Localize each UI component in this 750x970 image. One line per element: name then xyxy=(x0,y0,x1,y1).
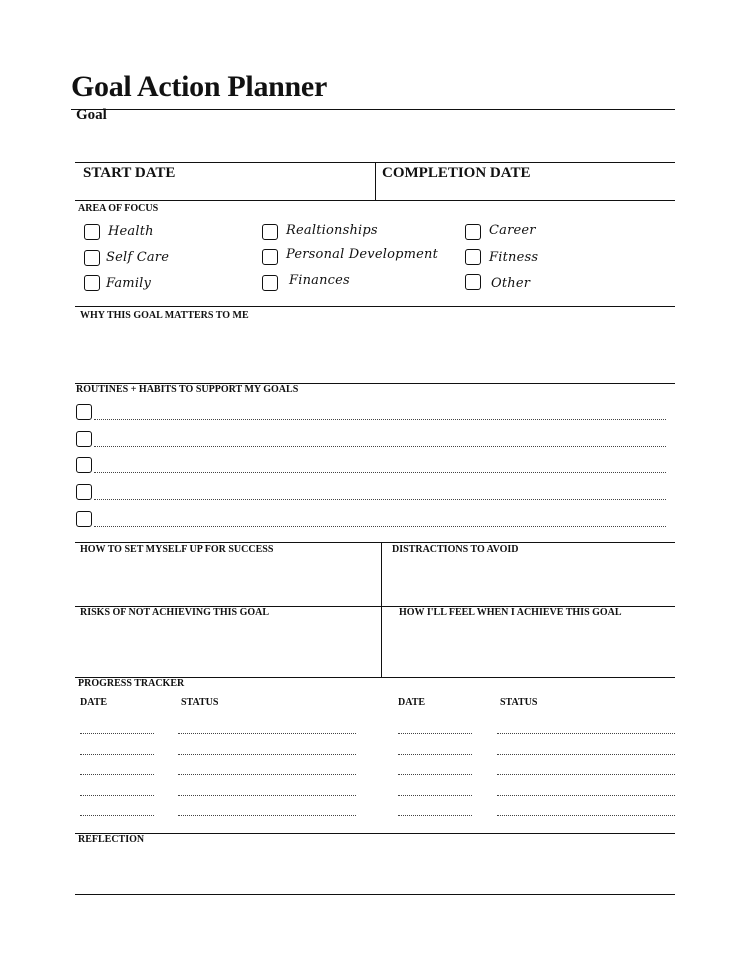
relationships-checkbox[interactable] xyxy=(262,224,278,240)
routine-write-line[interactable] xyxy=(94,472,666,473)
self-care-checkbox[interactable] xyxy=(84,250,100,266)
routines-bottom-line xyxy=(75,542,675,543)
progress-date-line[interactable] xyxy=(398,754,472,755)
health-checkbox[interactable] xyxy=(84,224,100,240)
feel-label: HOW I'LL FEEL WHEN I ACHIEVE THIS GOAL xyxy=(399,607,622,618)
progress-status-line[interactable] xyxy=(178,795,356,796)
routine-write-line[interactable] xyxy=(94,499,666,500)
routine-checkbox[interactable] xyxy=(76,457,92,473)
progress-date-line[interactable] xyxy=(398,774,472,775)
area-of-focus-label: AREA OF FOCUS xyxy=(78,203,159,214)
start-date-label: START DATE xyxy=(83,165,176,181)
finances-option-label: Finances xyxy=(289,273,350,288)
reflection-label: REFLECTION xyxy=(78,834,145,845)
progress-date-line[interactable] xyxy=(80,754,154,755)
progress-date-line[interactable] xyxy=(398,795,472,796)
progress-date-line[interactable] xyxy=(398,815,472,816)
personal-development-option-label: Personal Development xyxy=(286,247,439,262)
grid-vertical-divider xyxy=(381,542,382,677)
progress-status-line[interactable] xyxy=(497,733,675,734)
family-checkbox[interactable] xyxy=(84,275,100,291)
risks-label: RISKS OF NOT ACHIEVING THIS GOAL xyxy=(80,607,270,618)
dates-bottom-line xyxy=(75,200,675,201)
status-column-header-left: STATUS xyxy=(181,697,219,708)
completion-date-field[interactable] xyxy=(377,185,674,199)
routine-checkbox[interactable] xyxy=(76,431,92,447)
routine-checkbox[interactable] xyxy=(76,511,92,527)
personal-development-checkbox[interactable] xyxy=(262,249,278,265)
title-divider xyxy=(71,109,675,110)
completion-date-label: COMPLETION DATE xyxy=(382,165,531,181)
goal-field[interactable] xyxy=(110,112,675,160)
other-option-label: Other xyxy=(491,276,531,291)
reflection-field[interactable] xyxy=(75,848,675,892)
start-date-field[interactable] xyxy=(75,185,374,199)
routine-checkbox[interactable] xyxy=(76,484,92,500)
progress-status-line[interactable] xyxy=(497,774,675,775)
feel-field[interactable] xyxy=(384,621,674,675)
distractions-label: DISTRACTIONS TO AVOID xyxy=(392,544,519,555)
progress-date-line[interactable] xyxy=(80,733,154,734)
date-column-header-left: DATE xyxy=(80,697,108,708)
routine-checkbox[interactable] xyxy=(76,404,92,420)
goal-label: Goal xyxy=(76,107,107,123)
fitness-checkbox[interactable] xyxy=(465,249,481,265)
progress-status-line[interactable] xyxy=(497,795,675,796)
career-option-label: Career xyxy=(489,223,536,238)
progress-tracker-label: PROGRESS TRACKER xyxy=(78,678,185,689)
progress-status-line[interactable] xyxy=(178,754,356,755)
relationships-option-label: Realtionships xyxy=(286,223,378,238)
focus-bottom-line xyxy=(75,306,675,307)
other-checkbox[interactable] xyxy=(465,274,481,290)
progress-date-line[interactable] xyxy=(80,795,154,796)
health-option-label: Health xyxy=(108,224,154,239)
progress-date-line[interactable] xyxy=(80,815,154,816)
dates-divider xyxy=(375,162,376,200)
setup-success-label: HOW TO SET MYSELF UP FOR SUCCESS xyxy=(80,544,274,555)
date-column-header-right: DATE xyxy=(398,697,426,708)
progress-date-line[interactable] xyxy=(398,733,472,734)
fitness-option-label: Fitness xyxy=(489,250,539,265)
finances-checkbox[interactable] xyxy=(262,275,278,291)
distractions-field[interactable] xyxy=(384,558,674,604)
family-option-label: Family xyxy=(106,276,152,291)
routine-write-line[interactable] xyxy=(94,526,666,527)
setup-success-field[interactable] xyxy=(76,558,378,604)
progress-bottom-line xyxy=(75,833,675,834)
progress-status-line[interactable] xyxy=(178,733,356,734)
reflection-bottom-line xyxy=(75,894,675,895)
progress-status-line[interactable] xyxy=(497,815,675,816)
progress-status-line[interactable] xyxy=(178,774,356,775)
progress-status-line[interactable] xyxy=(497,754,675,755)
progress-date-line[interactable] xyxy=(80,774,154,775)
why-matters-field[interactable] xyxy=(75,324,675,380)
page-title: Goal Action Planner xyxy=(71,70,327,103)
routines-label: ROUTINES + HABITS TO SUPPORT MY GOALS xyxy=(76,384,299,395)
routine-write-line[interactable] xyxy=(94,419,666,420)
why-matters-label: WHY THIS GOAL MATTERS TO ME xyxy=(80,310,249,321)
career-checkbox[interactable] xyxy=(465,224,481,240)
routine-write-line[interactable] xyxy=(94,446,666,447)
progress-status-line[interactable] xyxy=(178,815,356,816)
risks-field[interactable] xyxy=(76,621,378,675)
self-care-option-label: Self Care xyxy=(106,250,170,265)
status-column-header-right: STATUS xyxy=(500,697,538,708)
